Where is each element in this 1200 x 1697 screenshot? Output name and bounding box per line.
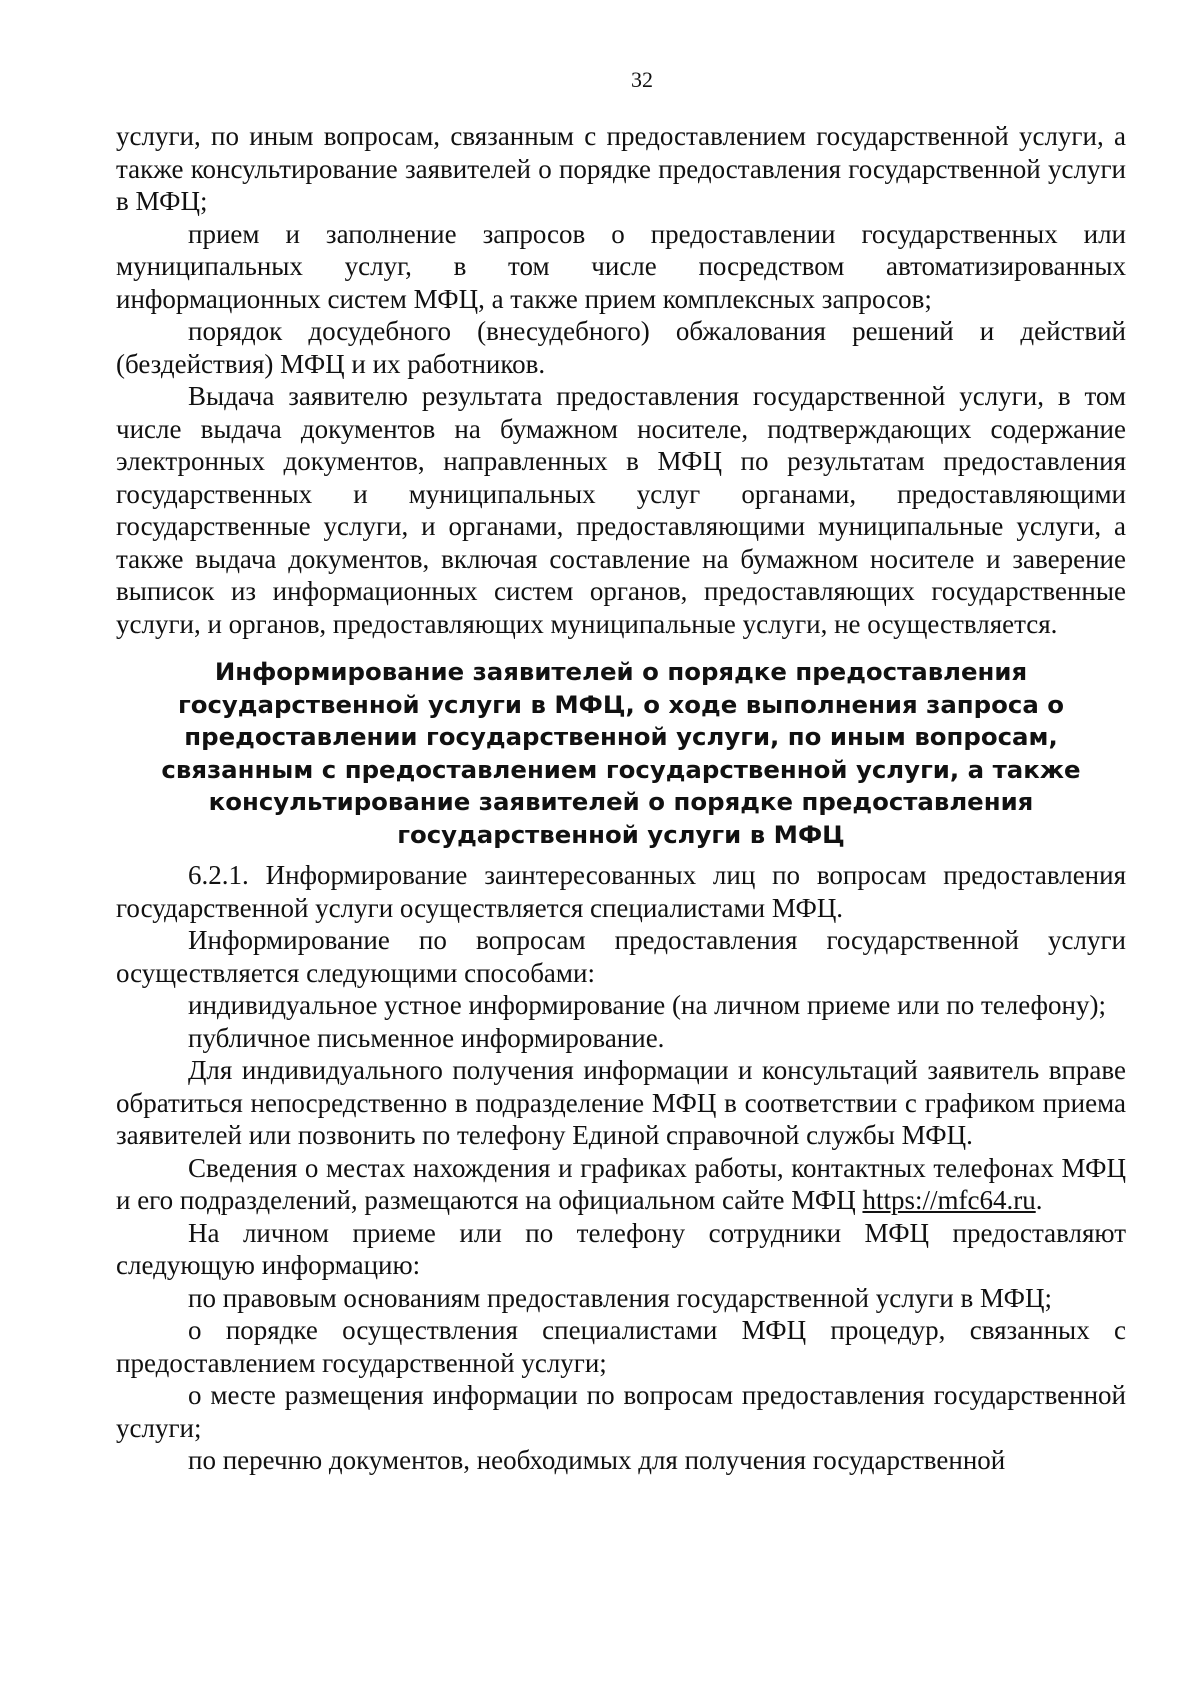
site-paragraph-text: Сведения о местах нахождения и графиках работы, контактных телефонах МФЦ и его подразделений, размещаются на официальном сайте МФЦ bbox=[116, 1152, 1126, 1215]
paragraph: порядок досудебного (внесудебного) обжалования решений и действий (бездействия) МФЦ и их работников. bbox=[116, 316, 1126, 379]
paragraph: индивидуальное устное информирование (на личном приеме или по телефону); bbox=[188, 990, 1106, 1020]
paragraph: Для индивидуального получения информации и консультаций заявитель вправе обратиться непосредственно в подразделение МФЦ в соответствии с графиком приема заявителей или позвонить по телефону Единой справочной службы МФЦ. bbox=[116, 1055, 1126, 1150]
paragraph: о месте размещения информации по вопросам предоставления государственной услуги; bbox=[116, 1380, 1126, 1443]
paragraph: На личном приеме или по телефону сотрудники МФЦ предоставляют следующую информацию: bbox=[116, 1217, 1126, 1280]
paragraph: публичное письменное информирование. bbox=[188, 1022, 665, 1053]
section-heading: Информирование заявителей о порядке предоставления государственной услуги в МФЦ, о ходе выполнения запроса о предоставлении государственной услуги, по иным вопросам, связанным с предоставлением государственной услуги, а также консультирование заявителей о порядке предоставления государственной услуги в МФЦ bbox=[161, 657, 1081, 849]
paragraph: Информирование по вопросам предоставления государственной услуги осуществляется следующими способами: bbox=[116, 925, 1126, 988]
page-number: 32 bbox=[631, 67, 653, 92]
paragraph: по перечню документов, необходимых для получения государственной bbox=[188, 1445, 1006, 1475]
paragraph: услуги, по иным вопросам, связанным с предоставлением государственной услуги, а также консультирование заявителей о порядке предоставления государственной услуги в МФЦ; bbox=[116, 121, 1126, 216]
paragraph: о порядке осуществления специалистами МФЦ процедур, связанных с предоставлением государственной услуги; bbox=[116, 1315, 1126, 1378]
paragraph: 6.2.1. Информирование заинтересованных лиц по вопросам предоставления государственной услуги осуществляется специалистами МФЦ. bbox=[116, 860, 1126, 923]
paragraph: по правовым основаниям предоставления государственной услуги в МФЦ; bbox=[188, 1282, 1052, 1313]
site-paragraph-end: . bbox=[1035, 1185, 1043, 1215]
site-paragraph bbox=[116, 1152, 1126, 1217]
document-page bbox=[116, 60, 1126, 1477]
paragraph: Выдача заявителю результата предоставления государственной услуги, в том числе выдача документов на бумажном носителе, подтверждающих содержание электронных документов, направленных в МФЦ по результатам предоставления государственных и муниципальных услуг органами, предоставляющими государственные услуги, и органами, предоставляющими муниципальные услуги, а также выдача документов, включая составление на бумажном носителе и заверение выписок из информационных систем органов, предоставляющих государственные услуги, и органов, предоставляющих муниципальные услуги, не осуществляется. bbox=[116, 381, 1126, 639]
paragraph: прием и заполнение запросов о предоставлении государственных или муниципальных услуг, в том числе посредством автоматизированных информационных систем МФЦ, а также прием комплексных запросов; bbox=[116, 218, 1126, 314]
mfc-website-link[interactable]: https://mfc64.ru bbox=[862, 1185, 1036, 1215]
